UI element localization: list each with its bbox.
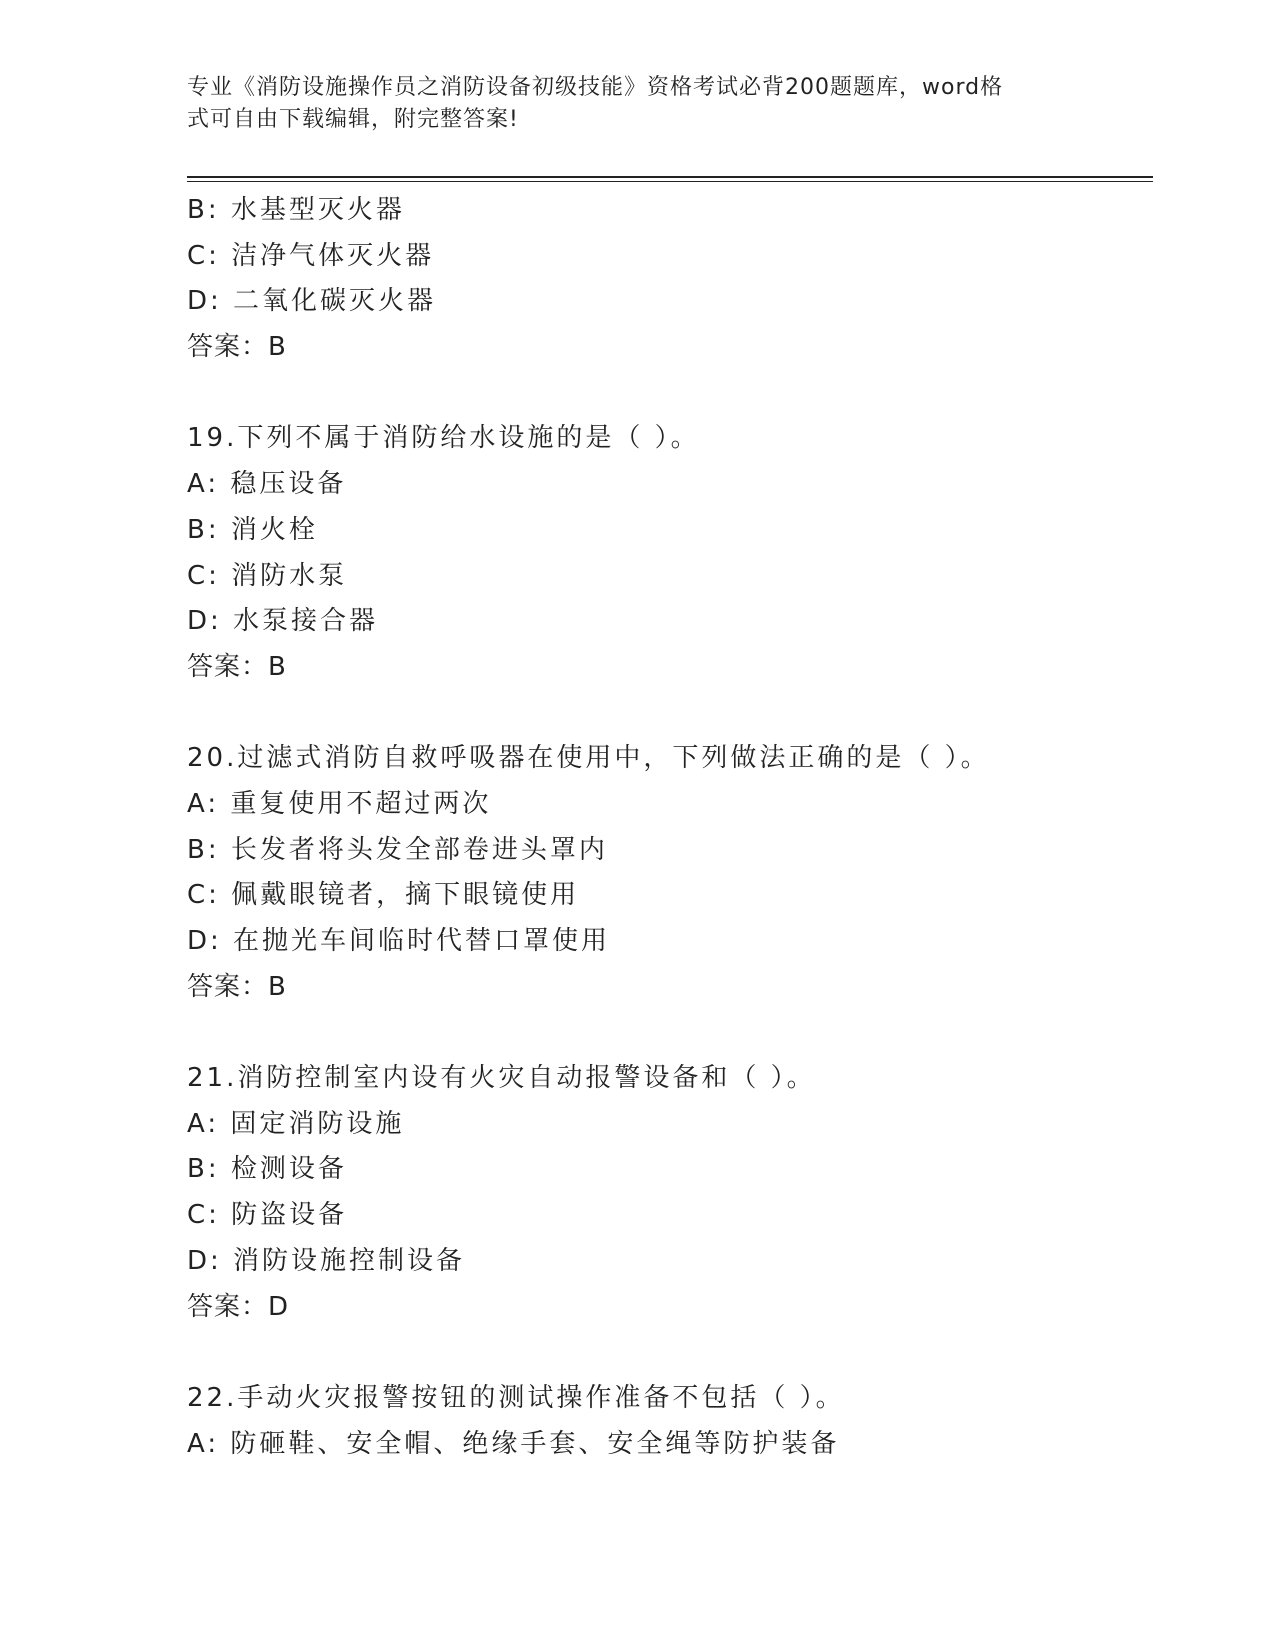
question-list bbox=[187, 188, 1153, 1467]
answer-line: 答案：B bbox=[187, 651, 287, 682]
header-line-1: 专业《消防设施操作员之消防设备初级技能》资格考试必背200题题库，word格 bbox=[187, 75, 1004, 100]
spacer bbox=[187, 371, 1153, 417]
header-divider-thin bbox=[187, 181, 1153, 182]
question-item bbox=[187, 1376, 1153, 1467]
answer-line: 答案：D bbox=[187, 1291, 290, 1322]
option-d: D: 水泵接合器 bbox=[187, 606, 379, 637]
question-stem: 19.下列不属于消防给水设施的是（ ）。 bbox=[187, 423, 700, 454]
option-a: A: 固定消防设施 bbox=[187, 1108, 405, 1139]
question-fragment bbox=[187, 188, 1153, 371]
question-item bbox=[187, 416, 1153, 690]
question-item bbox=[187, 736, 1153, 1010]
option-d: D: 在抛光车间临时代替口罩使用 bbox=[187, 926, 611, 956]
question-stem: 21.消防控制室内设有火灾自动报警设备和（ ）。 bbox=[187, 1063, 816, 1094]
answer-line: 答案：B bbox=[187, 971, 287, 1002]
spacer bbox=[187, 1330, 1153, 1376]
option-b: B: 水基型灭火器 bbox=[187, 195, 405, 225]
option-a: A: 重复使用不超过两次 bbox=[187, 788, 492, 819]
option-a: A: 稳压设备 bbox=[187, 469, 347, 500]
answer-line: 答案：B bbox=[187, 332, 287, 363]
option-c: C: 消防水泵 bbox=[187, 560, 348, 591]
header-divider-thick bbox=[187, 176, 1153, 178]
option-b: B: 长发者将头发全部卷进头罩内 bbox=[187, 834, 608, 865]
option-c: C: 佩戴眼镜者，摘下眼镜使用 bbox=[187, 880, 580, 911]
spacer bbox=[187, 1010, 1153, 1056]
question-stem: 20.过滤式消防自救呼吸器在使用中，下列做法正确的是（ ）。 bbox=[187, 743, 990, 774]
option-d: D: 消防设施控制设备 bbox=[187, 1245, 466, 1276]
question-item bbox=[187, 1056, 1153, 1330]
document-header bbox=[187, 72, 1067, 136]
spacer bbox=[187, 691, 1153, 737]
question-stem: 22.手动火灾报警按钮的测试操作准备不包括（ ）。 bbox=[187, 1382, 845, 1413]
option-b: B: 检测设备 bbox=[187, 1154, 347, 1185]
option-a: A: 防砸鞋、安全帽、绝缘手套、安全绳等防护装备 bbox=[187, 1428, 840, 1459]
header-line-2: 式可自由下载编辑，附完整答案! bbox=[187, 107, 519, 132]
option-c: C: 洁净气体灭火器 bbox=[187, 240, 435, 271]
option-c: C: 防盗设备 bbox=[187, 1200, 348, 1231]
option-d: D: 二氧化碳灭火器 bbox=[187, 286, 437, 317]
option-b: B: 消火栓 bbox=[187, 514, 318, 545]
